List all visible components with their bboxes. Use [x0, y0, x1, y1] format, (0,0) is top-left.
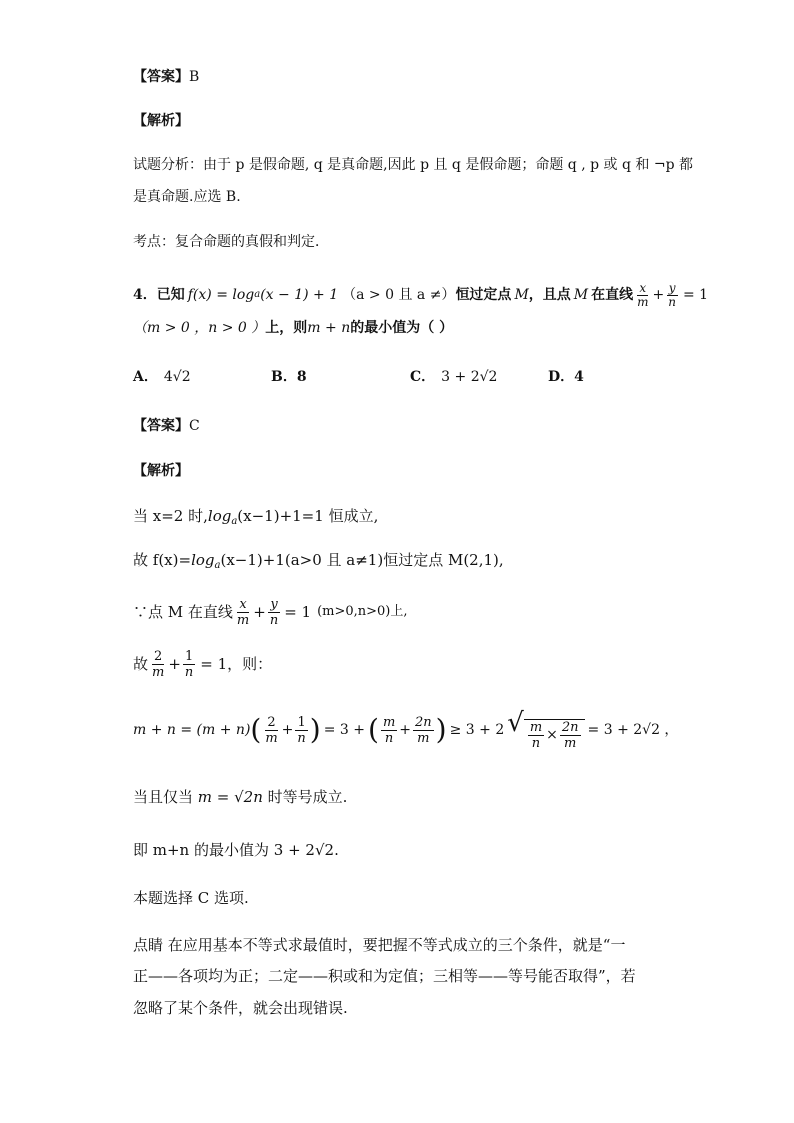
fraction-x-over-m: $\frac{x}{m}$: [637, 280, 649, 309]
note-line-1: 点睛 在应用基本不等式求最值时，要把握不等式成立的三个条件，就是“一: [133, 936, 626, 954]
stem-text: ，且点: [528, 287, 571, 303]
choice-label: C．: [410, 369, 436, 385]
choice-label: D．4: [548, 369, 584, 385]
solution-line-3: ∵点 M 在直线 $\frac{x}{m}$ + $\frac{y}{n}$ = 1 (m>0,n>0)上,: [133, 596, 408, 628]
solution-line-7: 即 m+n 的最小值为 3 + 2√2.: [133, 841, 339, 859]
fraction-y-over-n: $\frac{y}{n}$: [269, 596, 279, 628]
q4-stem-line1: 4． 已知 f(x) = log a (x − 1) + 1 （a > 0 且 a ≠） 恒过定点 M ，且点 M 在直线 $\frac{x}{m}$ + $\frac{y}{n}$ = 1: [133, 280, 709, 309]
q4-stem-line2: [133, 318, 453, 338]
condition: （m > 0 ，n > 0 ）: [133, 320, 266, 336]
stem-text: 上，则: [265, 320, 308, 336]
log-base: a: [254, 289, 261, 300]
answer-label: 【答案】: [133, 418, 189, 434]
solution-line-4: 故 $\frac{2}{m}$ + $\frac{1}{n}$ = 1，则：: [133, 648, 273, 680]
choice-a[interactable]: [133, 366, 191, 386]
fraction: $\frac{2}{m}$: [265, 714, 278, 746]
function-tail: (x − 1) + 1: [260, 287, 339, 303]
q4-answer: [133, 416, 200, 436]
choice-label: A．: [133, 369, 158, 385]
question-number: 4．: [133, 287, 157, 303]
fraction-2-over-m: $\frac{2}{m}$: [152, 648, 165, 680]
solution-line-6: 当且仅当 m = √2n 时等号成立.: [133, 788, 348, 806]
solution-line-2: 故 $f(x)=\log_a(x-1)+1(a>0$ 且 a≠1)恒过定点 M(2,1),: [133, 551, 504, 571]
condition: （a > 0 且 a ≠）: [342, 287, 456, 303]
fraction-y-over-n: $\frac{y}{n}$: [668, 280, 676, 309]
fraction-1-over-n: $\frac{1}{n}$: [184, 648, 194, 680]
choice-d[interactable]: [548, 366, 584, 386]
point-name: M: [573, 287, 589, 303]
line-rhs: = 1: [682, 287, 709, 303]
choice-value: 4√2: [163, 369, 191, 385]
choice-value: 3 + 2√2: [441, 369, 498, 385]
choice-b[interactable]: [271, 366, 307, 386]
stem-text: 恒过定点: [455, 287, 512, 303]
note-line-3: 忽略了某个条件，就会出现错误.: [133, 999, 348, 1017]
q3-kaodian: 考点：复合命题的真假和判定．: [133, 234, 329, 250]
function-expr: f(x) = log: [187, 287, 255, 303]
q3-analysis-line2: 是真命题.应选 B.: [133, 189, 241, 205]
fraction: $\frac{2n}{m}$: [415, 714, 432, 746]
stem-text: 在直线: [591, 287, 634, 303]
q3-analysis-label: 【解析】: [133, 113, 189, 129]
fraction: $\frac{1}{n}$: [297, 714, 306, 746]
sqrt-expression: √ $\frac{m}{n}$ × $\frac{2n}{m}$: [507, 710, 584, 751]
q3-analysis-line1: 试题分析：由于 p 是假命题, q 是真命题,因此 p 且 q 是假命题；命题 q , p 或 q 和 ¬p 都: [133, 157, 693, 173]
q3-answer: [133, 67, 199, 87]
stem-text: 已知: [156, 287, 185, 303]
fraction-x-over-m: $\frac{x}{m}$: [236, 596, 250, 628]
point-name: M: [514, 287, 529, 303]
answer-value: C: [189, 418, 200, 434]
stem-text: 的最小值为（ ）: [350, 320, 454, 336]
answer-value: B: [189, 69, 200, 85]
note-line-2: 正——各项均为正；二定——积或和为定值；三相等——等号能否取得”，若: [133, 967, 636, 985]
fraction: $\frac{m}{n}$: [382, 714, 396, 746]
solution-equation: m + n = (m + n) ( $\frac{2}{m}$ + $\frac{1}{n}$ ) = 3 + ( $\frac{m}{n}$ + $\frac{2n}{m}$ ) ≥ 3 + 2 √ $\frac{m}{n}$ × $\frac{2n}{m}$ = 3 + 2√2 ，: [133, 707, 679, 751]
choice-c[interactable]: [410, 366, 497, 386]
solution-line-8: 本题选择 C 选项.: [133, 889, 249, 907]
solution-line-1: 当 x=2 时$,\log_a(x-1)+1=1$ 恒成立,: [133, 507, 379, 527]
q4-analysis-label: 【解析】: [133, 463, 189, 479]
choice-label: B．8: [271, 369, 307, 385]
answer-label: 【答案】: [133, 69, 189, 85]
expr: m + n: [307, 320, 351, 336]
